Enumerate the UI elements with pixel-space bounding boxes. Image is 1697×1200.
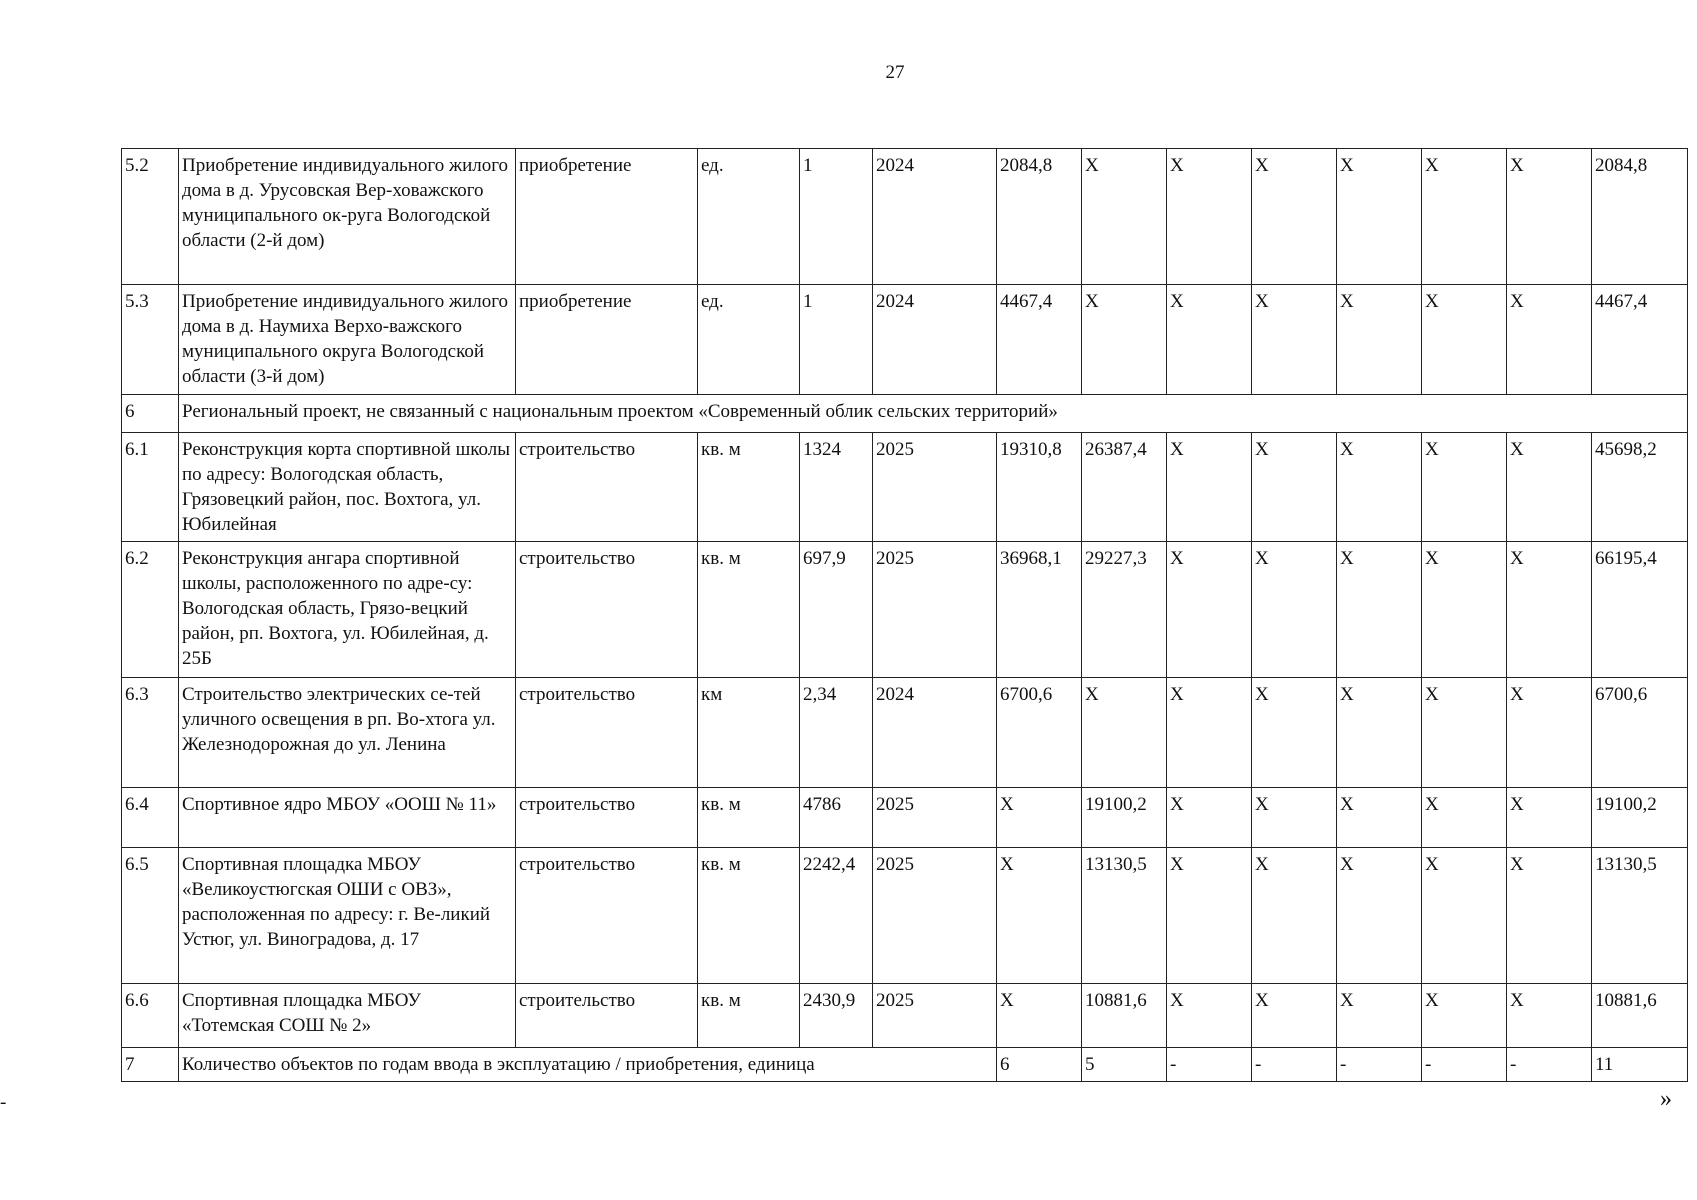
table-row xyxy=(122,285,1688,395)
value-cell: X xyxy=(1422,285,1507,395)
row-number: 6.6 xyxy=(122,984,179,1048)
value-cell: - xyxy=(1167,1048,1252,1082)
value-cell: - xyxy=(1337,1048,1422,1082)
value-cell: X xyxy=(1422,149,1507,285)
object-name: Приобретение индивидуального жилого дома в д. Наумиха Верхо-важского муниципального округа Вологодской области (3-й дом) xyxy=(179,285,516,395)
year: 2025 xyxy=(873,788,997,848)
work-type: приобретение xyxy=(516,149,698,285)
value-cell: 36968,1 xyxy=(997,542,1082,678)
total-cell: 6700,6 xyxy=(1592,678,1688,788)
value-cell: 26387,4 xyxy=(1082,433,1167,542)
object-name: Приобретение индивидуального жилого дома в д. Урусовская Вер-ховажского муниципального ок-руга Вологодской области (2-й дом) xyxy=(179,149,516,285)
objects-table xyxy=(121,148,1688,1082)
total-cell: 45698,2 xyxy=(1592,433,1688,542)
value-cell: X xyxy=(1507,542,1592,678)
unit: ед. xyxy=(698,285,800,395)
value-cell: X xyxy=(1167,433,1252,542)
capacity: 2,34 xyxy=(800,678,873,788)
table-row xyxy=(122,433,1688,542)
value-cell: X xyxy=(1337,433,1422,542)
total-cell: 4467,4 xyxy=(1592,285,1688,395)
value-cell: X xyxy=(1252,285,1337,395)
page-number: 27 xyxy=(885,62,905,83)
value-cell: X xyxy=(1507,678,1592,788)
value-cell: X xyxy=(1167,848,1252,984)
value-cell: 13130,5 xyxy=(1082,848,1167,984)
value-cell: X xyxy=(997,984,1082,1048)
work-type: строительство xyxy=(516,433,698,542)
row-number: 6.2 xyxy=(122,542,179,678)
value-cell: 5 xyxy=(1082,1048,1167,1082)
capacity: 4786 xyxy=(800,788,873,848)
table-row xyxy=(122,788,1688,848)
object-name: Спортивная площадка МБОУ «Тотемская СОШ № 2» xyxy=(179,984,516,1048)
margin-dash: - xyxy=(0,1092,7,1113)
capacity: 1 xyxy=(800,149,873,285)
work-type: строительство xyxy=(516,848,698,984)
value-cell: X xyxy=(1422,542,1507,678)
object-name: Реконструкция корта спортивной школы по адресу: Вологодская область, Грязовецкий район, пос. Вохтога, ул. Юбилейная xyxy=(179,433,516,542)
row-number: 6 xyxy=(122,395,179,433)
value-cell: X xyxy=(1507,149,1592,285)
row-number: 5.3 xyxy=(122,285,179,395)
total-label: Количество объектов по годам ввода в эксплуатацию / приобретения, единица xyxy=(179,1048,997,1082)
object-name: Спортивная площадка МБОУ «Великоустюгская ОШИ с ОВЗ», расположенная по адресу: г. Ве-ликий Устюг, ул. Виноградова, д. 17 xyxy=(179,848,516,984)
value-cell: X xyxy=(1337,984,1422,1048)
work-type: строительство xyxy=(516,542,698,678)
value-cell: X xyxy=(1082,285,1167,395)
value-cell: X xyxy=(1507,433,1592,542)
value-cell: 19100,2 xyxy=(1082,788,1167,848)
capacity: 1324 xyxy=(800,433,873,542)
year: 2024 xyxy=(873,149,997,285)
value-cell: 4467,4 xyxy=(997,285,1082,395)
value-cell: X xyxy=(1252,788,1337,848)
year: 2025 xyxy=(873,984,997,1048)
unit: кв. м xyxy=(698,433,800,542)
value-cell: X xyxy=(997,848,1082,984)
unit: кв. м xyxy=(698,848,800,984)
value-cell: 6 xyxy=(997,1048,1082,1082)
value-cell: X xyxy=(1337,788,1422,848)
total-cell: 10881,6 xyxy=(1592,984,1688,1048)
value-cell: X xyxy=(997,788,1082,848)
value-cell: - xyxy=(1252,1048,1337,1082)
value-cell: X xyxy=(1507,848,1592,984)
total-cell: 11 xyxy=(1592,1048,1688,1082)
value-cell: X xyxy=(1167,678,1252,788)
object-name: Реконструкция ангара спортивной школы, расположенного по адре-су: Вологодская область, Грязо-вецкий район, рп. Вохтога, ул. Юбилейная, д. 25Б xyxy=(179,542,516,678)
object-name: Строительство электрических се-тей уличного освещения в рп. Во-хтога ул. Железнодорожная до ул. Ленина xyxy=(179,678,516,788)
capacity: 2430,9 xyxy=(800,984,873,1048)
value-cell: X xyxy=(1422,984,1507,1048)
value-cell: X xyxy=(1252,678,1337,788)
section-title: Региональный проект, не связанный с национальным проектом «Современный облик сельских территорий» xyxy=(179,395,1688,433)
value-cell: X xyxy=(1167,984,1252,1048)
value-cell: - xyxy=(1507,1048,1592,1082)
year: 2025 xyxy=(873,848,997,984)
row-number: 6.4 xyxy=(122,788,179,848)
capacity: 2242,4 xyxy=(800,848,873,984)
value-cell: X xyxy=(1252,149,1337,285)
table-row xyxy=(122,542,1688,678)
value-cell: X xyxy=(1337,542,1422,678)
value-cell: 29227,3 xyxy=(1082,542,1167,678)
value-cell: X xyxy=(1167,542,1252,678)
capacity: 1 xyxy=(800,285,873,395)
unit: кв. м xyxy=(698,984,800,1048)
value-cell: X xyxy=(1507,285,1592,395)
year: 2025 xyxy=(873,433,997,542)
value-cell: - xyxy=(1422,1048,1507,1082)
work-type: строительство xyxy=(516,788,698,848)
year: 2024 xyxy=(873,678,997,788)
value-cell: X xyxy=(1337,848,1422,984)
value-cell: X xyxy=(1252,848,1337,984)
object-name: Спортивное ядро МБОУ «ООШ № 11» xyxy=(179,788,516,848)
capacity: 697,9 xyxy=(800,542,873,678)
row-number: 5.2 xyxy=(122,149,179,285)
closing-quote: » xyxy=(1660,1086,1672,1112)
value-cell: 6700,6 xyxy=(997,678,1082,788)
table-row xyxy=(122,678,1688,788)
value-cell: X xyxy=(1167,285,1252,395)
total-cell: 2084,8 xyxy=(1592,149,1688,285)
table-row xyxy=(122,984,1688,1048)
value-cell: X xyxy=(1422,788,1507,848)
value-cell: X xyxy=(1082,149,1167,285)
year: 2024 xyxy=(873,285,997,395)
value-cell: X xyxy=(1507,984,1592,1048)
value-cell: X xyxy=(1252,542,1337,678)
value-cell: X xyxy=(1252,433,1337,542)
section-row xyxy=(122,395,1688,433)
total-cell: 19100,2 xyxy=(1592,788,1688,848)
value-cell: X xyxy=(1422,433,1507,542)
value-cell: X xyxy=(1422,678,1507,788)
total-cell: 66195,4 xyxy=(1592,542,1688,678)
work-type: приобретение xyxy=(516,285,698,395)
value-cell: X xyxy=(1422,848,1507,984)
value-cell: 19310,8 xyxy=(997,433,1082,542)
total-row xyxy=(122,1048,1688,1082)
total-cell: 13130,5 xyxy=(1592,848,1688,984)
row-number: 6.3 xyxy=(122,678,179,788)
unit: кв. м xyxy=(698,542,800,678)
unit: ед. xyxy=(698,149,800,285)
unit: км xyxy=(698,678,800,788)
value-cell: 2084,8 xyxy=(997,149,1082,285)
row-number: 6.1 xyxy=(122,433,179,542)
value-cell: X xyxy=(1337,285,1422,395)
value-cell: 10881,6 xyxy=(1082,984,1167,1048)
unit: кв. м xyxy=(698,788,800,848)
value-cell: X xyxy=(1507,788,1592,848)
value-cell: X xyxy=(1252,984,1337,1048)
table-row xyxy=(122,848,1688,984)
value-cell: X xyxy=(1082,678,1167,788)
row-number: 7 xyxy=(122,1048,179,1082)
value-cell: X xyxy=(1167,149,1252,285)
value-cell: X xyxy=(1167,788,1252,848)
work-type: строительство xyxy=(516,984,698,1048)
row-number: 6.5 xyxy=(122,848,179,984)
table-row xyxy=(122,149,1688,285)
value-cell: X xyxy=(1337,149,1422,285)
work-type: строительство xyxy=(516,678,698,788)
value-cell: X xyxy=(1337,678,1422,788)
year: 2025 xyxy=(873,542,997,678)
